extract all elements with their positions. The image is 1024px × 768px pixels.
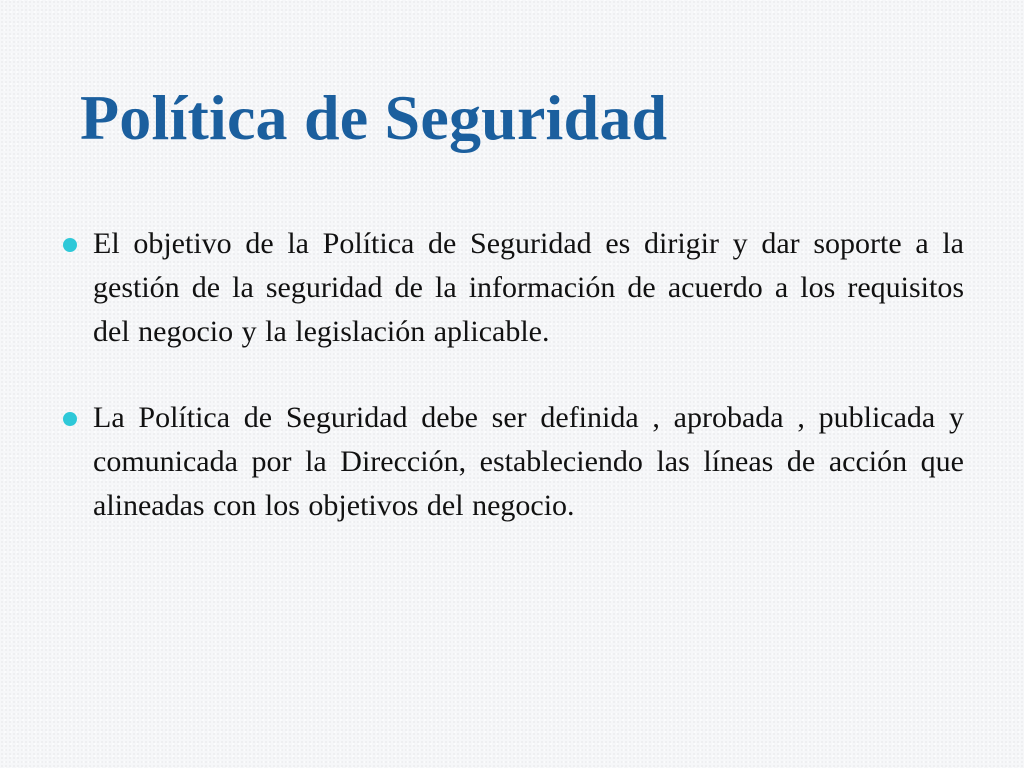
- list-item: [60, 396, 964, 528]
- list-item: [60, 222, 964, 354]
- bullet-dot-icon: [63, 412, 77, 426]
- bullet-list: [60, 222, 964, 528]
- bullet-text: La Política de Seguridad debe ser definida , aprobada , publicada y comunicada por la Dirección, estableciendo las líneas de acción que alineadas con los objetivos del negocio.: [93, 401, 964, 522]
- slide-title: Política de Seguridad: [80, 82, 668, 153]
- bullet-text: El objetivo de la Política de Seguridad es dirigir y dar soporte a la gestión de la seguridad de la información de acuerdo a los requisitos del negocio y la legislación aplicable.: [93, 227, 964, 348]
- bullet-dot-icon: [63, 238, 77, 252]
